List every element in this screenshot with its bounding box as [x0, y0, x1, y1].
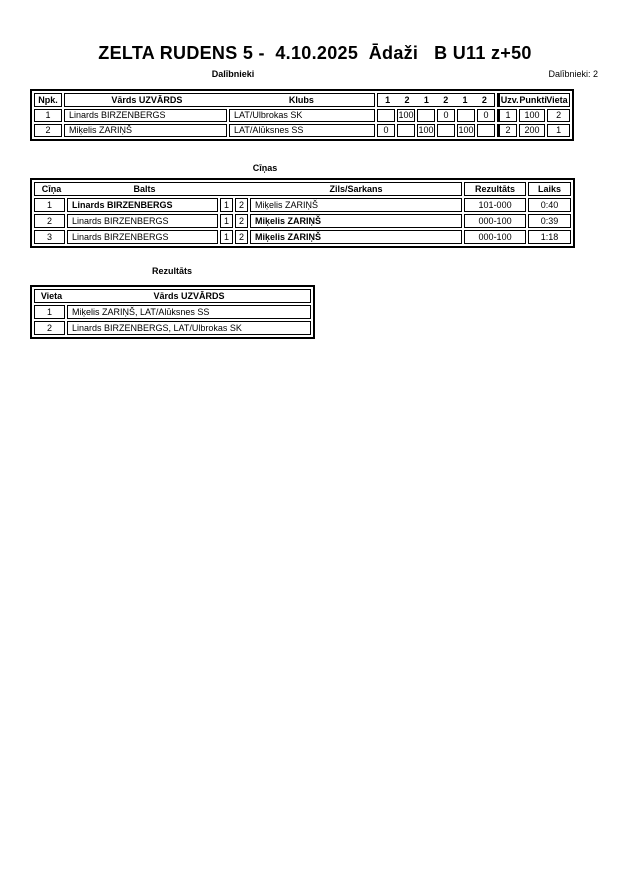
- header-name-club: [64, 93, 375, 107]
- result-row: [34, 321, 311, 335]
- participant-wins: 2: [497, 124, 517, 137]
- participant-points: 200: [519, 124, 545, 137]
- participants-count: Dalībnieki: 2: [548, 69, 598, 79]
- fights-table: [30, 178, 575, 248]
- participant-place: 2: [547, 109, 570, 122]
- header-round-5: 1: [462, 94, 468, 105]
- header-blue: Zils/Sarkans: [329, 183, 383, 194]
- header-result: Rezultāts: [464, 182, 526, 196]
- fight-time: 1:18: [528, 230, 571, 244]
- score-cell: [457, 109, 475, 122]
- page-title: ZELTA RUDENS 5 - 4.10.2025 Ādaži B U11 z+50: [98, 43, 532, 63]
- fight-result: 000-100: [464, 214, 526, 228]
- fight-corner-2: 2: [235, 198, 248, 212]
- participants-table: [30, 89, 574, 141]
- header-round-4: 2: [443, 94, 449, 105]
- fight-white-name: Linards BIRZENBERGS: [67, 198, 218, 212]
- header-time: Laiks: [528, 182, 571, 196]
- results-header-row: [34, 289, 311, 303]
- fight-time: 0:40: [528, 198, 571, 212]
- header-totals: [497, 93, 570, 107]
- score-cell: [437, 124, 455, 137]
- header-place-name: [34, 289, 311, 303]
- score-cell: [377, 109, 395, 122]
- fight-corner-1: 1: [220, 214, 233, 228]
- header-name: Vārds UZVĀRDS: [111, 94, 183, 105]
- participant-row: [34, 109, 570, 122]
- fight-corner-1: 1: [220, 230, 233, 244]
- score-cell: [417, 109, 435, 122]
- score-cell: 100: [418, 125, 434, 135]
- score-cell: 0: [437, 109, 455, 122]
- result-name: Linards BIRZENBERGS, LAT/Ulbrokas SK: [67, 321, 311, 335]
- fight-row: [34, 230, 571, 244]
- header-round-3: 1: [423, 94, 429, 105]
- participant-npk: 1: [34, 109, 62, 122]
- result-place: 2: [34, 321, 65, 335]
- fight-blue-name: Miķelis ZARIŅŠ: [250, 230, 462, 244]
- fights-section-title: Cīņas: [252, 163, 278, 173]
- results-section-title: Rezultāts: [151, 266, 193, 276]
- fight-row: [34, 214, 571, 228]
- fight-corner-2: 2: [235, 230, 248, 244]
- header-round-1: 1: [385, 94, 391, 105]
- fight-corner-2: 2: [235, 214, 248, 228]
- score-cell: 100: [398, 110, 414, 120]
- participant-name: Linards BIRZENBERGS: [64, 109, 227, 122]
- header-round-6: 2: [481, 94, 487, 105]
- result-name: Miķelis ZARIŅŠ, LAT/Alūksnes SS: [67, 305, 311, 319]
- fight-number: 3: [34, 230, 65, 244]
- fight-time: 0:39: [528, 214, 571, 228]
- results-table: [30, 285, 315, 339]
- header-points: Punkti: [519, 94, 547, 105]
- participant-club: LAT/Alūksnes SS: [229, 124, 375, 137]
- header-fight-group: [34, 182, 462, 196]
- participant-points: 100: [519, 109, 545, 122]
- score-cell: 0: [377, 124, 395, 137]
- score-cell: [397, 124, 415, 137]
- participant-npk: 2: [34, 124, 62, 137]
- result-row: [34, 305, 311, 319]
- participant-club: LAT/Ulbrokas SK: [229, 109, 375, 122]
- header-npk: Npk.: [34, 93, 62, 107]
- fight-blue-name: Miķelis ZARIŅŠ: [250, 198, 462, 212]
- header-wins: Uzv.: [500, 94, 519, 105]
- fight-row: [34, 198, 571, 212]
- fights-header-row: [34, 182, 571, 196]
- header-white: Balts: [133, 183, 156, 194]
- participants-section-title: Dalībnieki: [211, 69, 255, 79]
- fight-result: 000-100: [464, 230, 526, 244]
- score-cell: 100: [458, 125, 474, 135]
- fight-white-name: Linards BIRZENBERGS: [67, 214, 218, 228]
- participant-row: [34, 124, 570, 137]
- fight-number: 1: [34, 198, 65, 212]
- participant-place: 1: [547, 124, 570, 137]
- fight-corner-1: 1: [220, 198, 233, 212]
- score-cell: [477, 124, 495, 137]
- fight-blue-name: Miķelis ZARIŅŠ: [250, 214, 462, 228]
- participants-header-row: [34, 93, 570, 107]
- fight-number: 2: [34, 214, 65, 228]
- fight-white-name: Linards BIRZENBERGS: [67, 230, 218, 244]
- header-place: Vieta: [546, 94, 568, 105]
- header-round-2: 2: [404, 94, 410, 105]
- participant-name: Miķelis ZARIŅŠ: [64, 124, 227, 137]
- result-place: 1: [34, 305, 65, 319]
- header-fight: Cīņa: [41, 183, 62, 194]
- header-rounds: [377, 93, 495, 107]
- header-name: Vārds UZVĀRDS: [153, 290, 225, 301]
- header-club: Klubs: [288, 94, 314, 105]
- fight-result: 101-000: [464, 198, 526, 212]
- header-place: Vieta: [40, 290, 63, 301]
- score-cell: 0: [477, 109, 495, 122]
- participant-wins: 1: [497, 109, 517, 122]
